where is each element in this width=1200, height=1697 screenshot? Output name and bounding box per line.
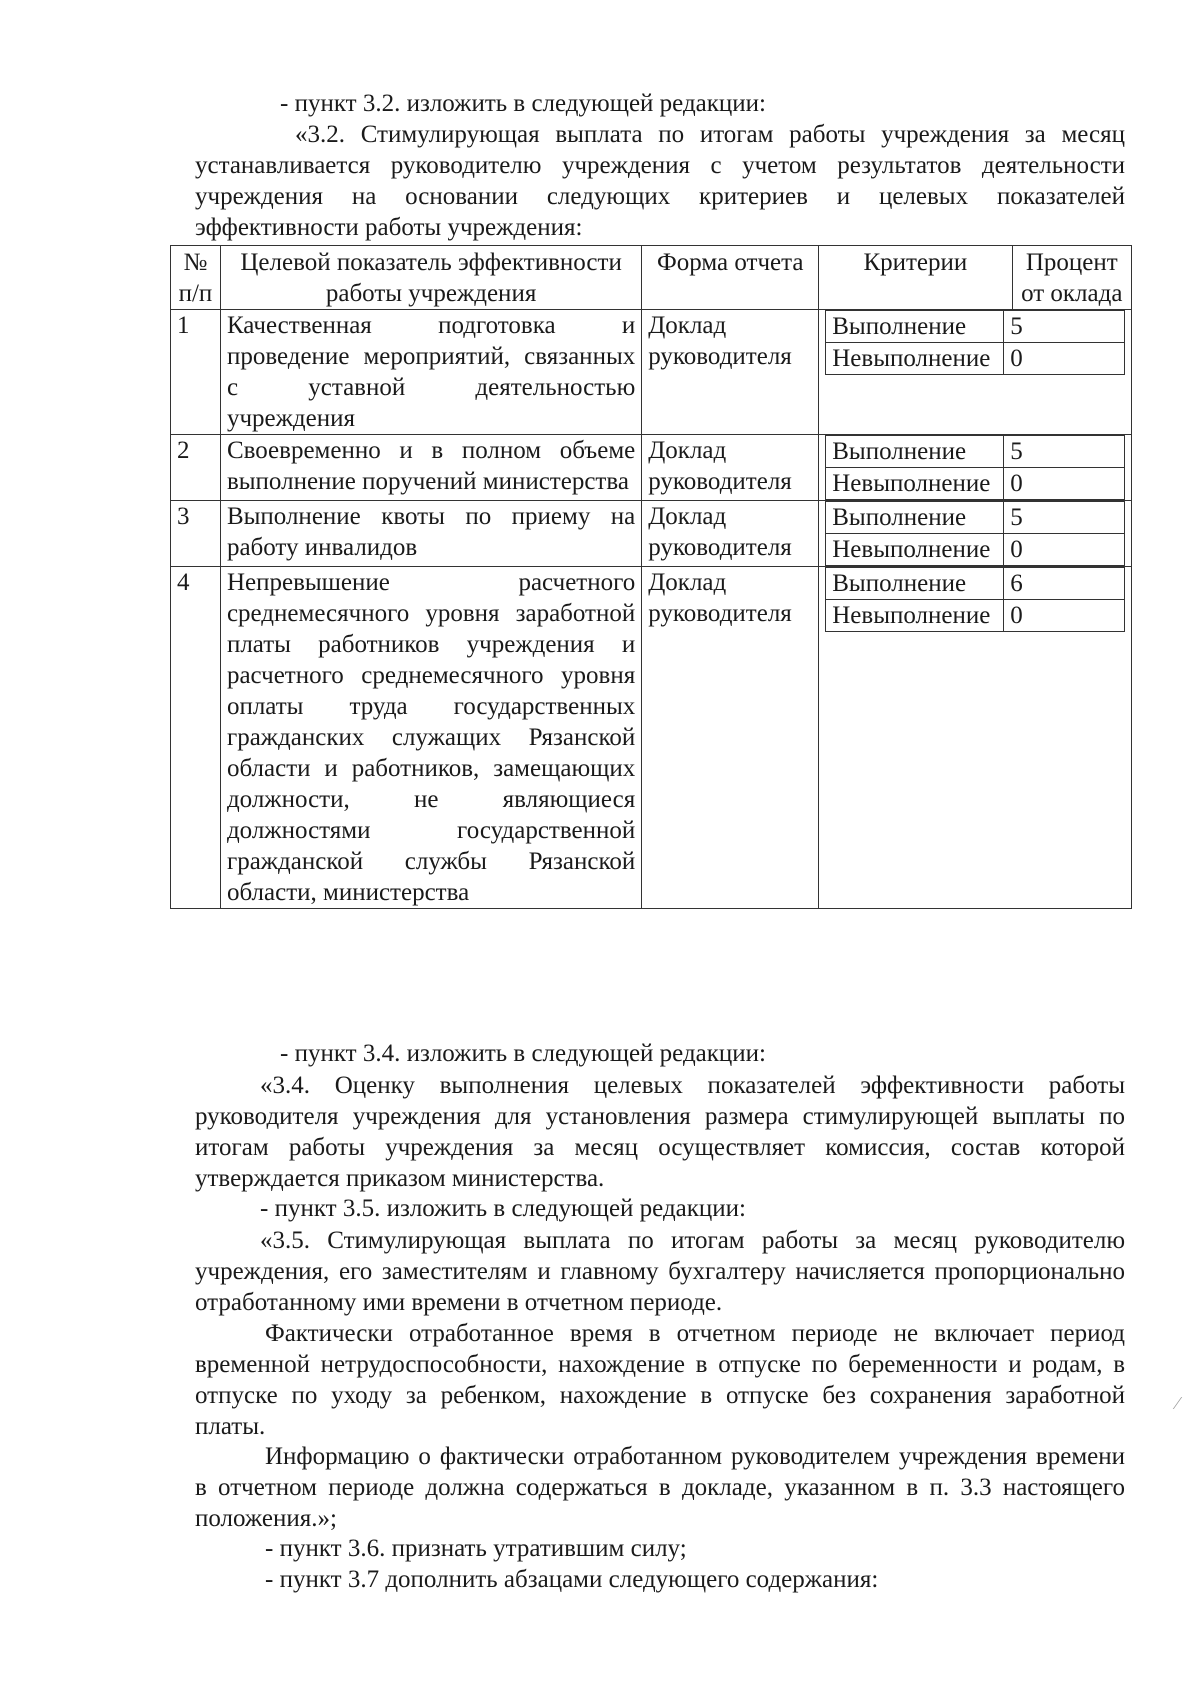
row-indicator: Своевременно и в полном объеме выполнение поручений министерства [220, 435, 641, 501]
row-num: 4 [171, 567, 221, 909]
row-indicator: Качественная подготовка и проведение мероприятий, связанных с уставной деятельностью учреждения [220, 310, 641, 435]
row-form: Доклад руководителя [642, 567, 819, 909]
row-form: Доклад руководителя [642, 310, 819, 435]
criteria-table [170, 245, 1132, 909]
criterion-met-value: 5 [1004, 436, 1125, 468]
paragraph-amend-3-7: - пункт 3.7 дополнить абзацами следующего содержания: [265, 1566, 879, 1593]
header-criteria: Критерии [819, 246, 1012, 310]
row-form: Доклад руководителя [642, 435, 819, 501]
criterion-met-value: 5 [1004, 502, 1125, 534]
row-criteria-group [819, 310, 1132, 435]
header-percent: Процент от оклада [1012, 246, 1131, 310]
criterion-met-value: 6 [1004, 568, 1125, 600]
paragraph-3-2-text: «3.2. Стимулирующая выплата по итогам работы учреждения за месяц устанавливается руководителю учреждения с учетом результатов деятельности учреждения на основании следующих критериев и целевых показателей эффективности работы учреждения: [195, 121, 1125, 241]
row-num: 2 [171, 435, 221, 501]
row-criteria-group [819, 501, 1132, 567]
paragraph-3-4-text: «3.4. Оценку выполнения целевых показателей эффективности работы руководителя учреждения для установления размера стимулирующей выплаты по итогам работы учреждения за месяц осуществляет комиссия, состав которой утверждается приказом министерства. [195, 1072, 1125, 1192]
paragraph-amend-3-5: - пункт 3.5. изложить в следующей редакции: [260, 1195, 746, 1222]
criterion-not-met: Невыполнение [826, 534, 1004, 566]
criterion-not-met-value: 0 [1004, 600, 1125, 632]
table-row [171, 501, 1132, 567]
paragraph-information: Информацию о фактически отработанном руководителем учреждения времени в отчетном периоде должна содержаться в докладе, указанном в п. 3.3 настоящего положения.»; [195, 1443, 1125, 1532]
row-criteria-group [819, 567, 1132, 909]
criterion-not-met: Невыполнение [826, 600, 1004, 632]
criterion-not-met: Невыполнение [826, 468, 1004, 500]
header-indicator: Целевой показатель эффективности работы учреждения [220, 246, 641, 310]
row-form: Доклад руководителя [642, 501, 819, 567]
paragraph-amend-3-6: - пункт 3.6. признать утратившим силу; [265, 1535, 687, 1562]
paragraph-worked-time: Фактически отработанное время в отчетном периоде не включает период временной нетрудоспособности, нахождение в отпуске по беременности и родам, в отпуске по уходу за ребенком, нахождение в отпуске без сохранения заработной платы. [195, 1320, 1125, 1440]
row-num: 1 [171, 310, 221, 435]
paragraph-amend-3-4: - пункт 3.4. изложить в следующей редакции: [280, 1040, 766, 1067]
row-indicator: Выполнение квоты по приему на работу инвалидов [220, 501, 641, 567]
criterion-not-met-value: 0 [1004, 468, 1125, 500]
table-row [171, 435, 1132, 501]
table-header-row [171, 246, 1132, 310]
criterion-met: Выполнение [826, 568, 1004, 600]
header-form: Форма отчета [642, 246, 819, 310]
criterion-not-met-value: 0 [1004, 534, 1125, 566]
pen-mark: ⁄ [1176, 1393, 1180, 1413]
criterion-met: Выполнение [826, 436, 1004, 468]
header-num: № п/п [171, 246, 221, 310]
criterion-not-met: Невыполнение [826, 343, 1004, 375]
paragraph-3-5-text: «3.5. Стимулирующая выплата по итогам работы за месяц руководителю учреждения, его заместителям и главному бухгалтеру начисляется пропорционально отработанному ими времени в отчетном периоде. [195, 1227, 1125, 1316]
criterion-not-met-value: 0 [1004, 343, 1125, 375]
table-row [171, 567, 1132, 909]
row-criteria-group [819, 435, 1132, 501]
criterion-met-value: 5 [1004, 311, 1125, 343]
criterion-met: Выполнение [826, 502, 1004, 534]
criterion-met: Выполнение [826, 311, 1004, 343]
table-row [171, 310, 1132, 435]
row-indicator: Непревышение расчетного среднемесячного уровня заработной платы работников учреждения и расчетного среднемесячного уровня оплаты труда государственных гражданских служащих Рязанской области и работников, замещающих должности, не являющиеся должностями государственной гражданской службы Рязанской области, министерства [220, 567, 641, 909]
paragraph-amend-3-2: - пункт 3.2. изложить в следующей редакции: [280, 90, 766, 117]
row-num: 3 [171, 501, 221, 567]
